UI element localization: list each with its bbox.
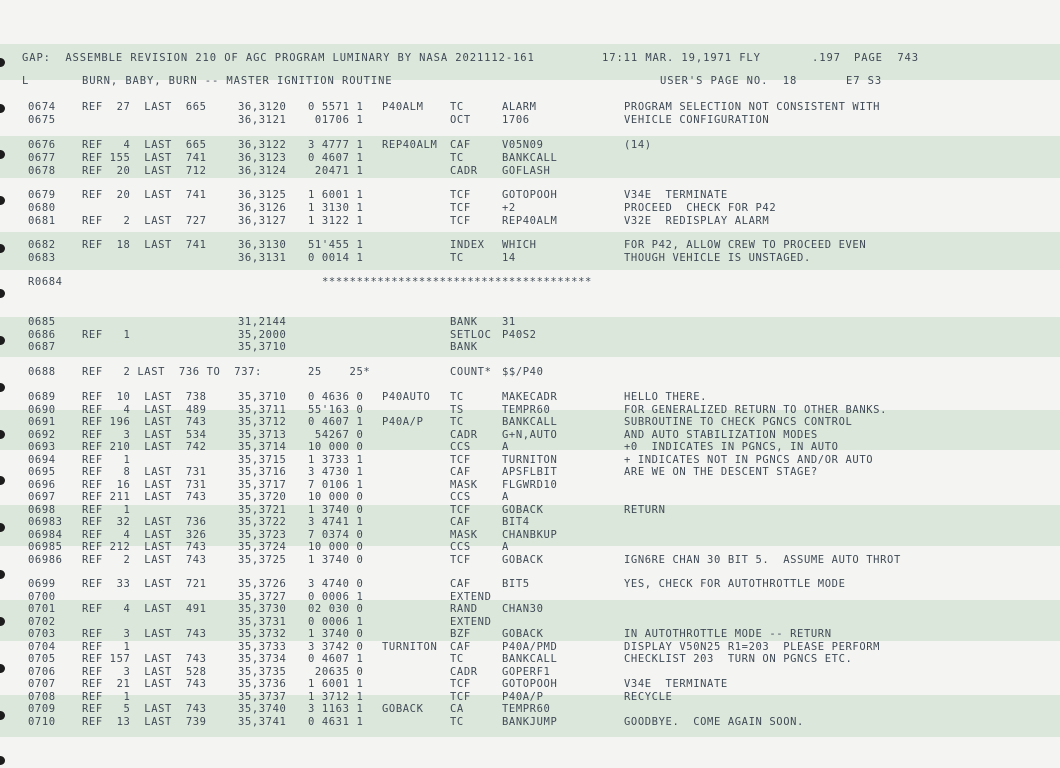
operand-field: 1706 <box>502 114 530 126</box>
op-field: CAF <box>450 578 471 590</box>
operand-field: GOTOPOOH <box>502 678 558 690</box>
loc-field: 36,3124 <box>238 165 287 177</box>
loc-field: 35,3725 <box>238 554 287 566</box>
ref-field: REF 1 <box>82 454 131 466</box>
label-field: P40AUTO <box>382 391 431 403</box>
label-field: GOBACK <box>382 703 424 715</box>
assemble-title: GAP: ASSEMBLE REVISION 210 OF AGC PROGRAM LUMINARY BY NASA 2021112-161 <box>22 52 535 64</box>
op-field: INDEX <box>450 239 485 251</box>
word-field: 55'163 0 <box>308 404 364 416</box>
comment-field: V32E REDISPLAY ALARM <box>624 215 770 227</box>
word-field: 25 25* <box>308 366 371 378</box>
operand-field: CHANBKUP <box>502 529 558 541</box>
comment-field: SUBROUTINE TO CHECK PGNCS CONTROL <box>624 416 853 428</box>
ref-field: REF 3 LAST 743 <box>82 628 207 640</box>
word-field: 0 0006 1 <box>308 616 364 628</box>
comment-field: PROCEED CHECK FOR P42 <box>624 202 777 214</box>
op-field: CCS <box>450 441 471 453</box>
word-field: 1 3740 0 <box>308 628 364 640</box>
operand-field: BANKJUMP <box>502 716 558 728</box>
line-field: 0688 <box>28 366 56 378</box>
op-field: TCF <box>450 554 471 566</box>
operand-field: GOBACK <box>502 628 544 640</box>
stars-divider: *************************************** <box>322 276 592 288</box>
line-field: 06983 <box>28 516 63 528</box>
loc-field: 35,3733 <box>238 641 287 653</box>
ref-field: REF 211 LAST 743 <box>82 491 207 503</box>
comment-field: GOODBYE. COME AGAIN SOON. <box>624 716 804 728</box>
op-field: EXTEND <box>450 591 492 603</box>
ref-field: REF 32 LAST 736 <box>82 516 207 528</box>
loc-field: 35,3710 <box>238 391 287 403</box>
op-field: CAF <box>450 641 471 653</box>
line-field: 0704 <box>28 641 56 653</box>
loc-field: 35,3737 <box>238 691 287 703</box>
routine-title: BURN, BABY, BURN -- MASTER IGNITION ROUTINE <box>82 75 393 87</box>
tractor-hole-icon <box>0 756 5 765</box>
word-field: 1 6001 1 <box>308 678 364 690</box>
operand-field: BANKCALL <box>502 152 558 164</box>
loc-field: 36,3126 <box>238 202 287 214</box>
line-field: 0697 <box>28 491 56 503</box>
loc-field: 36,3120 <box>238 101 287 113</box>
line-field: 0681 <box>28 215 56 227</box>
word-field: 3 3742 0 <box>308 641 364 653</box>
line-field: 0709 <box>28 703 56 715</box>
word-field: 0 4631 1 <box>308 716 364 728</box>
operand-field: V05N09 <box>502 139 544 151</box>
line-field: 0710 <box>28 716 56 728</box>
op-field: MASK <box>450 479 478 491</box>
line-field: R0684 <box>28 276 63 288</box>
ref-field: REF 16 LAST 731 <box>82 479 207 491</box>
line-field: 0691 <box>28 416 56 428</box>
tractor-hole-icon <box>0 664 5 673</box>
loc-field: 35,3726 <box>238 578 287 590</box>
comment-field: HELLO THERE. <box>624 391 708 403</box>
ref-field: REF 5 LAST 743 <box>82 703 207 715</box>
comment-field: CHECKLIST 203 TURN ON PGNCS ETC. <box>624 653 853 665</box>
word-field: 0 0014 1 <box>308 252 364 264</box>
line-field: 0690 <box>28 404 56 416</box>
operand-field: BIT4 <box>502 516 530 528</box>
word-field: 20471 1 <box>308 165 364 177</box>
loc-field: 35,3715 <box>238 454 287 466</box>
word-field: 1 3733 1 <box>308 454 364 466</box>
op-field: BZF <box>450 628 471 640</box>
tractor-hole-icon <box>0 570 5 579</box>
word-field: 0 4636 0 <box>308 391 364 403</box>
listing-header <box>0 52 919 65</box>
ref-field: REF 21 LAST 743 <box>82 678 207 690</box>
comment-field: IN AUTOTHROTTLE MODE -- RETURN <box>624 628 832 640</box>
ref-field: REF 155 LAST 741 <box>82 152 207 164</box>
op-field: TCF <box>450 678 471 690</box>
operand-field: TEMPR60 <box>502 404 551 416</box>
operand-field: FLGWRD10 <box>502 479 558 491</box>
loc-field: 35,3720 <box>238 491 287 503</box>
comment-field: DISPLAY V50N25 R1=203 PLEASE PERFORM <box>624 641 881 653</box>
ref-field: REF 196 LAST 743 <box>82 416 207 428</box>
loc-field: 36,3125 <box>238 189 287 201</box>
loc-field: 35,2000 <box>238 329 287 341</box>
word-field: 0 4607 1 <box>308 416 364 428</box>
line-field: 0694 <box>28 454 56 466</box>
line-field: 0698 <box>28 504 56 516</box>
ref-field: REF 4 LAST 665 <box>82 139 207 151</box>
operand-field: BIT5 <box>502 578 530 590</box>
word-field: 7 0374 0 <box>308 529 364 541</box>
word-field: 3 4730 1 <box>308 466 364 478</box>
loc-field: 35,3734 <box>238 653 287 665</box>
tractor-hole-icon <box>0 196 5 205</box>
tractor-hole-icon <box>0 383 5 392</box>
operand-field: P40A/PMD <box>502 641 558 653</box>
loc-field: 36,3127 <box>238 215 287 227</box>
loc-field: 35,3732 <box>238 628 287 640</box>
loc-field: 35,3723 <box>238 529 287 541</box>
loc-field: 35,3736 <box>238 678 287 690</box>
comment-field: +0 INDICATES IN PGNCS, IN AUTO <box>624 441 839 453</box>
loc-field: 35,3730 <box>238 603 287 615</box>
word-field: 0 4607 1 <box>308 653 364 665</box>
operand-field: REP40ALM <box>502 215 558 227</box>
operand-field: 14 <box>502 252 516 264</box>
line-field: 06985 <box>28 541 63 553</box>
word-field: 3 4740 0 <box>308 578 364 590</box>
operand-field: GOBACK <box>502 504 544 516</box>
op-field: TC <box>450 101 464 113</box>
label-field: P40ALM <box>382 101 424 113</box>
users-page: USER'S PAGE NO. 18 <box>660 75 798 87</box>
operand-field: TURNITON <box>502 454 558 466</box>
tractor-hole-icon <box>0 476 5 485</box>
op-field: TC <box>450 252 464 264</box>
comment-field: VEHICLE CONFIGURATION <box>624 114 770 126</box>
word-field: 1 3122 1 <box>308 215 364 227</box>
line-field: 0683 <box>28 252 56 264</box>
op-field: TS <box>450 404 464 416</box>
loc-field: 35,3724 <box>238 541 287 553</box>
loc-field: 36,3123 <box>238 152 287 164</box>
section-mark: L <box>22 75 30 87</box>
loc-field: 35,3717 <box>238 479 287 491</box>
op-field: RAND <box>450 603 478 615</box>
comment-field: ARE WE ON THE DESCENT STAGE? <box>624 466 818 478</box>
loc-field: 36,3122 <box>238 139 287 151</box>
word-field: 20635 0 <box>308 666 364 678</box>
ref-field: REF 2 LAST 727 <box>82 215 207 227</box>
line-field: 0689 <box>28 391 56 403</box>
loc-field: 36,3131 <box>238 252 287 264</box>
comment-field: V34E TERMINATE <box>624 189 728 201</box>
line-field: 0675 <box>28 114 56 126</box>
line-field: 0680 <box>28 202 56 214</box>
loc-field: 35,3735 <box>238 666 287 678</box>
ref-field: REF 157 LAST 743 <box>82 653 207 665</box>
word-field: 3 1163 1 <box>308 703 364 715</box>
sheet-ref: E7 S3 <box>846 75 883 87</box>
comment-field: RETURN <box>624 504 666 516</box>
loc-field: 35,3741 <box>238 716 287 728</box>
line-field: 0687 <box>28 341 56 353</box>
line-field: 0678 <box>28 165 56 177</box>
line-field: 0705 <box>28 653 56 665</box>
comment-field: AND AUTO STABILIZATION MODES <box>624 429 818 441</box>
line-field: 0702 <box>28 616 56 628</box>
word-field: 10 000 0 <box>308 441 364 453</box>
word-field: 0 0006 1 <box>308 591 364 603</box>
op-field: BANK <box>450 341 478 353</box>
word-field: 10 000 0 <box>308 491 364 503</box>
ref-field: REF 4 LAST 489 <box>82 404 207 416</box>
op-field: TCF <box>450 202 471 214</box>
loc-field: 36,3130 <box>238 239 287 251</box>
operand-field: BANKCALL <box>502 416 558 428</box>
word-field: 7 0106 1 <box>308 479 364 491</box>
loc-field: 35,3727 <box>238 591 287 603</box>
ref-field: REF 33 LAST 721 <box>82 578 207 590</box>
word-field: 1 6001 1 <box>308 189 364 201</box>
word-field: 02 030 0 <box>308 603 364 615</box>
op-field: TCF <box>450 504 471 516</box>
ref-field: REF 3 LAST 528 <box>82 666 207 678</box>
line-field: 0700 <box>28 591 56 603</box>
op-field: CADR <box>450 165 478 177</box>
operand-field: +2 <box>502 202 516 214</box>
line-field: 06986 <box>28 554 63 566</box>
line-field: 0692 <box>28 429 56 441</box>
operand-field: CHAN30 <box>502 603 544 615</box>
comment-field: YES, CHECK FOR AUTOTHROTTLE MODE <box>624 578 846 590</box>
word-field: 1 3130 1 <box>308 202 364 214</box>
word-field: 3 4741 1 <box>308 516 364 528</box>
op-field: MASK <box>450 529 478 541</box>
operand-field: $$/P40 <box>502 366 544 378</box>
line-field: 0696 <box>28 479 56 491</box>
loc-field: 35,3711 <box>238 404 287 416</box>
operand-field: A <box>502 491 509 503</box>
loc-field: 35,3731 <box>238 616 287 628</box>
ref-field: REF 1 <box>82 329 131 341</box>
operand-field: G+N,AUTO <box>502 429 558 441</box>
op-field: TCF <box>450 691 471 703</box>
comment-field: RECYCLE <box>624 691 673 703</box>
word-field: 1 3712 1 <box>308 691 364 703</box>
loc-field: 35,3714 <box>238 441 287 453</box>
operand-field: TEMPR60 <box>502 703 551 715</box>
op-field: BANK <box>450 316 478 328</box>
operand-field: GOBACK <box>502 554 544 566</box>
operand-field: APSFLBIT <box>502 466 558 478</box>
ref-field: REF 2 LAST 743 <box>82 554 207 566</box>
ref-field: REF 210 LAST 742 <box>82 441 207 453</box>
line-field: 0701 <box>28 603 56 615</box>
line-field: 0677 <box>28 152 56 164</box>
op-field: CCS <box>450 491 471 503</box>
ref-field: REF 18 LAST 741 <box>82 239 207 251</box>
op-field: CAF <box>450 139 471 151</box>
datetime: 17:11 MAR. 19,1971 FLY <box>602 52 761 64</box>
loc-field: 35,3721 <box>238 504 287 516</box>
op-field: EXTEND <box>450 616 492 628</box>
operand-field: 31 <box>502 316 516 328</box>
line-field: 0679 <box>28 189 56 201</box>
line-field: 0707 <box>28 678 56 690</box>
label-field: TURNITON <box>382 641 438 653</box>
loc-field: 35,3722 <box>238 516 287 528</box>
ref-field: REF 1 <box>82 641 131 653</box>
op-field: TCF <box>450 189 471 201</box>
op-field: CCS <box>450 541 471 553</box>
ref-field: REF 4 LAST 326 <box>82 529 207 541</box>
code: .197 <box>812 52 841 64</box>
line-field: 0699 <box>28 578 56 590</box>
line-field: 0674 <box>28 101 56 113</box>
ref-field: REF 8 LAST 731 <box>82 466 207 478</box>
ref-field: REF 3 LAST 534 <box>82 429 207 441</box>
loc-field: 35,3712 <box>238 416 287 428</box>
operand-field: P40S2 <box>502 329 537 341</box>
op-field: SETLOC <box>450 329 492 341</box>
ref-field: REF 4 LAST 491 <box>82 603 207 615</box>
op-field: TCF <box>450 454 471 466</box>
op-field: TC <box>450 653 464 665</box>
comment-field: V34E TERMINATE <box>624 678 728 690</box>
op-field: CADR <box>450 666 478 678</box>
op-field: TC <box>450 391 464 403</box>
operand-field: MAKECADR <box>502 391 558 403</box>
comment-field: IGN6RE CHAN 30 BIT 5. ASSUME AUTO THROT <box>624 554 901 566</box>
line-field: 0676 <box>28 139 56 151</box>
op-field: TCF <box>450 215 471 227</box>
loc-field: 36,3121 <box>238 114 287 126</box>
op-field: TC <box>450 716 464 728</box>
ref-field: REF 10 LAST 738 <box>82 391 207 403</box>
ref-field: REF 20 LAST 712 <box>82 165 207 177</box>
op-field: OCT <box>450 114 471 126</box>
word-field: 01706 1 <box>308 114 364 126</box>
word-field: 10 000 0 <box>308 541 364 553</box>
line-field: 0693 <box>28 441 56 453</box>
loc-field: 31,2144 <box>238 316 287 328</box>
word-field: 0 4607 1 <box>308 152 364 164</box>
operand-field: A <box>502 541 509 553</box>
word-field: 0 5571 1 <box>308 101 364 113</box>
op-field: TC <box>450 416 464 428</box>
comment-field: + INDICATES NOT IN PGNCS AND/OR AUTO <box>624 454 874 466</box>
operand-field: GOPERF1 <box>502 666 551 678</box>
op-field: CAF <box>450 516 471 528</box>
line-field: 0708 <box>28 691 56 703</box>
ref-field: REF 1 <box>82 691 131 703</box>
word-field: 54267 0 <box>308 429 364 441</box>
comment-field: PROGRAM SELECTION NOT CONSISTENT WITH <box>624 101 881 113</box>
ref-field: REF 27 LAST 665 <box>82 101 207 113</box>
word-field: 3 4777 1 <box>308 139 364 151</box>
word-field: 1 3740 0 <box>308 504 364 516</box>
ref-field: REF 212 LAST 743 <box>82 541 207 553</box>
comment-field: FOR GENERALIZED RETURN TO OTHER BANKS. <box>624 404 888 416</box>
line-field: 0706 <box>28 666 56 678</box>
operand-field: A <box>502 441 509 453</box>
line-field: 0686 <box>28 329 56 341</box>
ref-field: REF 13 LAST 739 <box>82 716 207 728</box>
label-field: P40A/P <box>382 416 424 428</box>
operand-field: BANKCALL <box>502 653 558 665</box>
comment-field: (14) <box>624 139 652 151</box>
op-field: COUNT* <box>450 366 492 378</box>
loc-field: 35,3740 <box>238 703 287 715</box>
line-field: 0695 <box>28 466 56 478</box>
word-field: 51'455 1 <box>308 239 364 251</box>
ref-field: REF 20 LAST 741 <box>82 189 207 201</box>
line-field: 0703 <box>28 628 56 640</box>
word-field: 1 3740 0 <box>308 554 364 566</box>
page-number: PAGE 743 <box>854 52 919 64</box>
operand-field: ALARM <box>502 101 537 113</box>
operand-field: GOFLASH <box>502 165 551 177</box>
operand-field: WHICH <box>502 239 537 251</box>
line-field: 0682 <box>28 239 56 251</box>
op-field: TC <box>450 152 464 164</box>
section-header <box>0 75 883 88</box>
op-field: CADR <box>450 429 478 441</box>
operand-field: GOTOPOOH <box>502 189 558 201</box>
line-field: 0685 <box>28 316 56 328</box>
ref-field: REF 1 <box>82 504 131 516</box>
op-field: CAF <box>450 466 471 478</box>
loc-field: 35,3710 <box>238 341 287 353</box>
loc-field: 35,3713 <box>238 429 287 441</box>
comment-field: THOUGH VEHICLE IS UNSTAGED. <box>624 252 811 264</box>
ref-field: REF 2 LAST 736 TO 737: <box>82 366 262 378</box>
comment-field: FOR P42, ALLOW CREW TO PROCEED EVEN <box>624 239 867 251</box>
operand-field: P40A/P <box>502 691 544 703</box>
label-field: REP40ALM <box>382 139 438 151</box>
loc-field: 35,3716 <box>238 466 287 478</box>
op-field: CA <box>450 703 464 715</box>
line-field: 06984 <box>28 529 63 541</box>
